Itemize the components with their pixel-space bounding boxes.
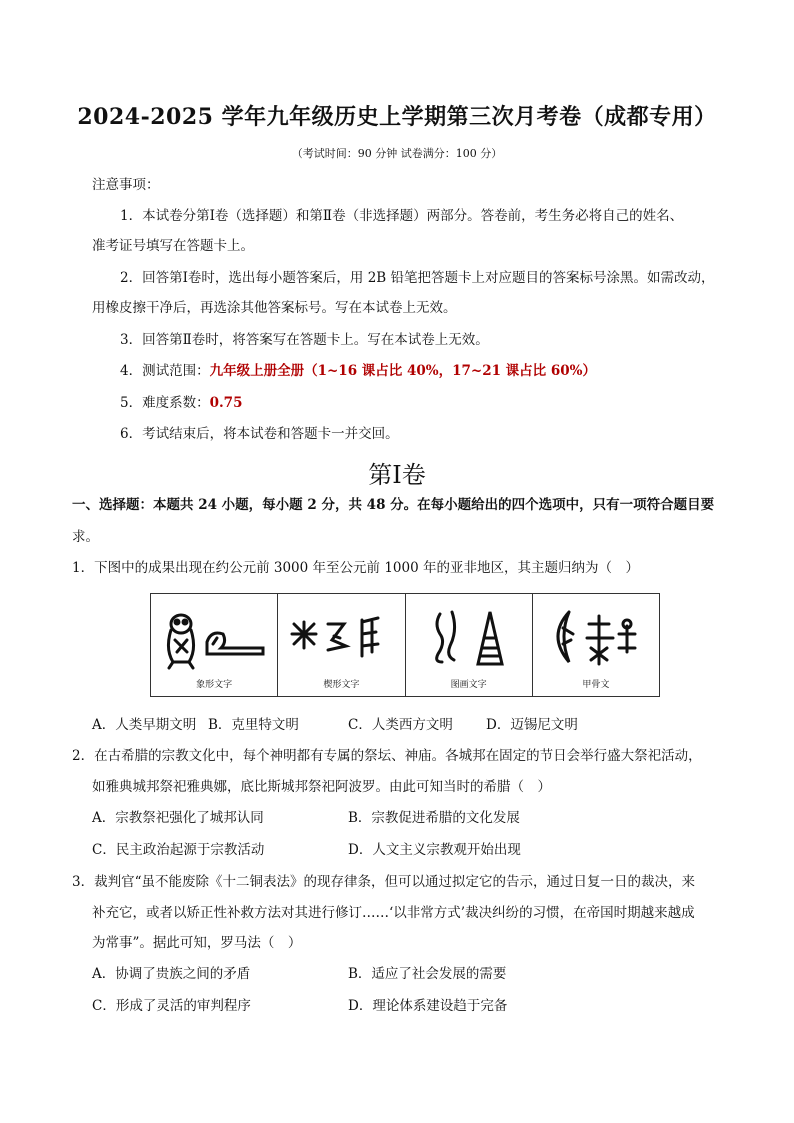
figure-caption-3: 图画文字 xyxy=(450,680,487,690)
question-1-option-a[interactable]: A．人类早期文明 xyxy=(92,717,197,733)
note-3: 3．回答第Ⅱ卷时，将答案写在答题卡上。写在本试卷上无效。 xyxy=(120,332,489,348)
note-2-line-1: 2．回答第Ⅰ卷时，选出每小题答案后，用 2B 铅笔把答题卡上对应题目的答案标号涂黑。如需改动， xyxy=(120,270,715,286)
question-2-option-b[interactable]: B．宗教促进希腊的文化发展 xyxy=(348,810,520,826)
question-1-option-d[interactable]: D．迈锡尼文明 xyxy=(486,717,578,733)
figure-cell-cuneiform xyxy=(278,594,405,696)
exam-title: 2024-2025 学年九年级历史上学期第三次月考卷（成都专用） xyxy=(77,104,717,130)
notes-heading: 注意事项： xyxy=(92,177,160,193)
difficulty-value: 0.75 xyxy=(209,395,243,411)
question-3-option-a[interactable]: A．协调了贵族之间的矛盾 xyxy=(92,966,251,982)
question-3-option-b[interactable]: B．适应了社会发展的需要 xyxy=(348,966,507,982)
question-3-stem-line-2: 补充它，或者以矫正性补救方法对其进行修订……‘以非常方式’裁决纠纷的习惯，在帝国时期越来越成 xyxy=(92,905,695,921)
question-3-option-c[interactable]: C．形成了灵活的审判程序 xyxy=(92,998,251,1014)
figure-cell-pictograph xyxy=(406,594,533,696)
note-5 xyxy=(120,393,242,413)
note-1-line-1: 1．本试卷分第Ⅰ卷（选择题）和第Ⅱ卷（非选择题）两部分。答卷前，考生务必将自己的姓名、 xyxy=(120,208,684,224)
question-2-stem-line-2: 如雅典城邦祭祀雅典娜，底比斯城邦祭祀阿波罗。由此可知当时的希腊（ ） xyxy=(92,779,551,795)
section-instruction-line-2: 求。 xyxy=(72,529,99,545)
question-3-option-d[interactable]: D．理论体系建设趋于完备 xyxy=(348,998,508,1014)
question-1-stem: 1．下图中的成果出现在约公元前 3000 年至公元前 1000 年的亚非地区，其主题归纳为（ ） xyxy=(72,560,639,576)
question-2-option-d[interactable]: D．人文主义宗教观开始出现 xyxy=(348,842,521,858)
question-3-stem-line-3: 为常事”。据此可知，罗马法（ ） xyxy=(92,935,302,951)
question-3-stem-line-1: 3．裁判官“虽不能废除《十二铜表法》的现存律条，但可以通过拟定它的告示，通过日复一日的裁决，来 xyxy=(72,874,695,890)
figure-cell-oracle-bone xyxy=(533,594,659,696)
question-2-option-a[interactable]: A．宗教祭祀强化了城邦认同 xyxy=(92,810,264,826)
note-4 xyxy=(120,361,596,381)
figure-caption-1: 象形文字 xyxy=(196,680,233,690)
note-6: 6．考试结束后，将本试卷和答题卡一并交回。 xyxy=(120,426,399,442)
question-1-option-b[interactable]: B．克里特文明 xyxy=(208,717,299,733)
section-title: 第Ⅰ卷 xyxy=(368,461,426,489)
question-1-option-c[interactable]: C．人类西方文明 xyxy=(348,717,453,733)
scripts-figure xyxy=(150,593,660,697)
figure-caption-4: 甲骨文 xyxy=(582,680,610,690)
figure-caption-2: 楔形文字 xyxy=(323,680,360,690)
test-range: 九年级上册全册（1~16 课占比 40%，17~21 课占比 60%） xyxy=(209,363,596,379)
question-2-option-c[interactable]: C．民主政治起源于宗教活动 xyxy=(92,842,265,858)
exam-subtitle: （考试时间：90 分钟 试卷满分：100 分） xyxy=(291,147,503,160)
note-5-prefix: 5．难度系数： xyxy=(120,395,210,411)
note-1-line-2: 准考证号填写在答题卡上。 xyxy=(92,238,254,254)
note-2-line-2: 用橡皮擦干净后，再选涂其他答案标号。写在本试卷上无效。 xyxy=(92,300,457,316)
figure-cell-hieroglyph xyxy=(151,594,278,696)
note-4-prefix: 4．测试范围： xyxy=(120,363,210,379)
section-instruction-line-1: 一、选择题：本题共 24 小题，每小题 2 分，共 48 分。在每小题给出的四个选项中，只有一项符合题目要 xyxy=(72,497,715,513)
question-2-stem-line-1: 2．在古希腊的宗教文化中，每个神明都有专属的祭坛、神庙。各城邦在固定的节日会举行盛大祭祀活动， xyxy=(72,748,702,764)
